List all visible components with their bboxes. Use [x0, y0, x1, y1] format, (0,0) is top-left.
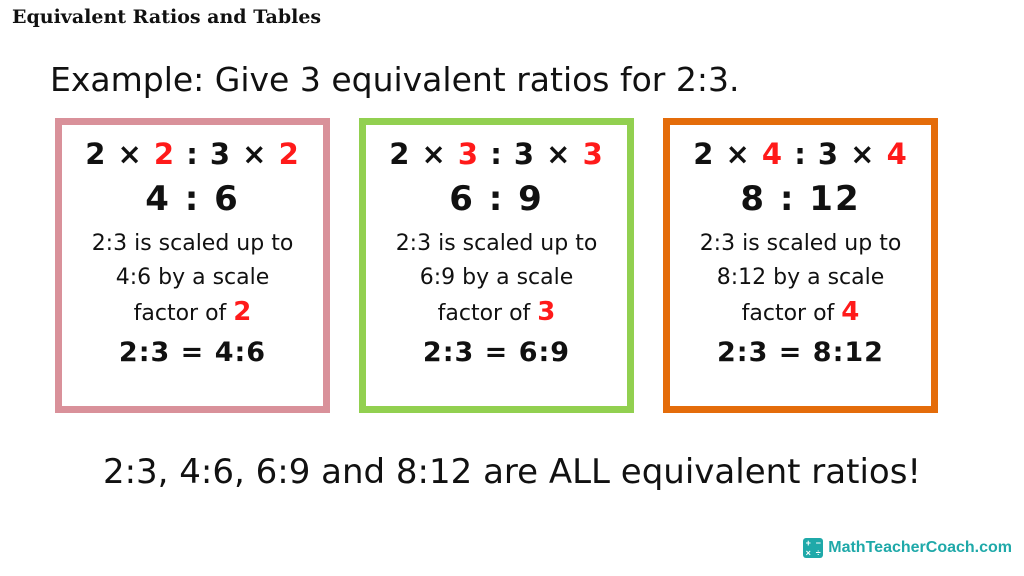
expression-part: 2 ×	[693, 137, 762, 171]
ratio-box-1	[55, 118, 330, 413]
resulting-ratio: 6 : 9	[449, 179, 544, 219]
description-line: 2:3 is scaled up to	[699, 231, 902, 256]
equivalence-equation: 2:3 = 6:9	[422, 337, 571, 368]
description-line: 6:9 by a scale	[419, 265, 574, 290]
multiplication-expression	[62, 137, 323, 171]
equivalence-equation: 2:3 = 4:6	[118, 337, 267, 368]
description-line: 2:3 is scaled up to	[91, 231, 294, 256]
description-line: factor of	[133, 301, 234, 326]
expression-part: : 3 ×	[479, 137, 583, 171]
calculator-icon	[803, 538, 823, 558]
description-line: factor of	[741, 301, 842, 326]
resulting-ratio: 8 : 12	[740, 179, 861, 219]
multiplier: 4	[761, 137, 784, 171]
logo-glyph: +	[805, 538, 811, 548]
multiplier: 4	[886, 137, 908, 171]
multiplier: 3	[582, 137, 604, 171]
logo-glyph: ÷	[815, 548, 821, 558]
equivalence-equation: 2:3 = 8:12	[717, 337, 884, 368]
multiplier: 3	[457, 137, 480, 171]
multiplier: 2	[153, 137, 176, 171]
scale-factor: 4	[841, 297, 860, 327]
expression-part: 2 ×	[389, 137, 458, 171]
expression-part: : 3 ×	[175, 137, 279, 171]
ratio-box-2	[359, 118, 634, 413]
multiplier: 2	[278, 137, 300, 171]
description-line: 2:3 is scaled up to	[395, 231, 598, 256]
example-title: Example: Give 3 equivalent ratios for 2:3.	[50, 60, 740, 99]
logo-glyph: −	[815, 538, 821, 548]
multiplication-expression	[366, 137, 627, 171]
scale-description	[670, 227, 931, 331]
scale-description	[62, 227, 323, 331]
description-line: factor of	[437, 301, 538, 326]
scale-description	[366, 227, 627, 331]
multiplication-expression	[670, 137, 931, 171]
resulting-ratio: 4 : 6	[145, 179, 240, 219]
scale-factor: 3	[537, 297, 556, 327]
description-line: 8:12 by a scale	[716, 265, 885, 290]
expression-part: : 3 ×	[783, 137, 887, 171]
page-header-title: Equivalent Ratios and Tables	[12, 6, 322, 28]
description-line: 4:6 by a scale	[115, 265, 270, 290]
brand-watermark[interactable]	[803, 538, 1012, 558]
expression-part: 2 ×	[85, 137, 154, 171]
brand-link[interactable]: MathTeacherCoach.com	[828, 539, 1012, 556]
conclusion-text: 2:3, 4:6, 6:9 and 8:12 are ALL equivalent ratios!	[102, 452, 922, 492]
logo-glyph: ×	[805, 548, 811, 558]
ratio-box-3	[663, 118, 938, 413]
scale-factor: 2	[233, 297, 252, 327]
